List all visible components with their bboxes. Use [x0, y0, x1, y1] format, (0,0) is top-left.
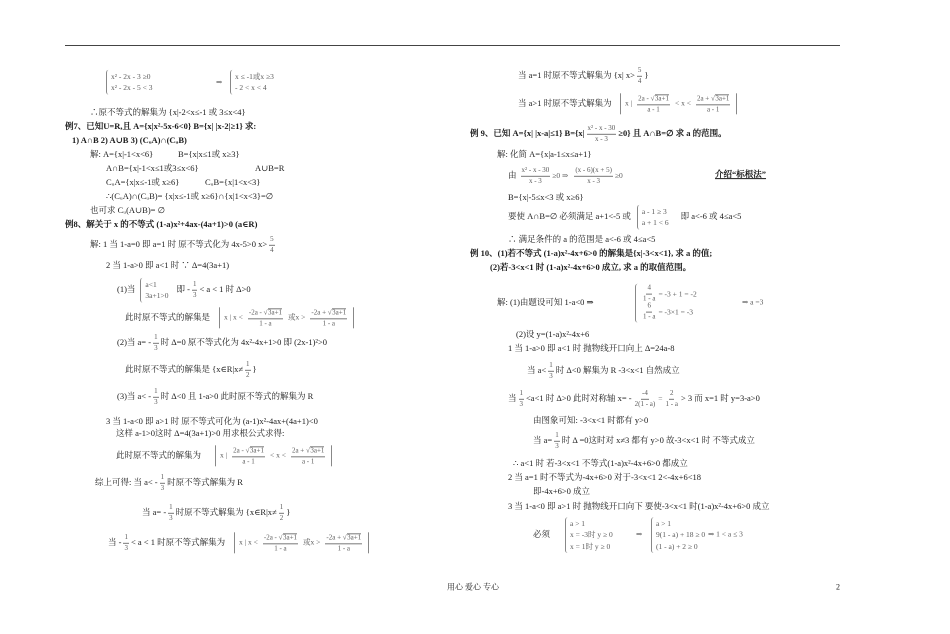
- numerator: x² - x - 30: [521, 167, 551, 177]
- case-text: 解: 1 当 1-a=0 即 a=1 时 原不等式化为 4x-5>0 x>: [90, 239, 268, 250]
- case-3-note: 这样 a-1>0这时 Δ=4(3a+1)>0 用求根公式求得:: [116, 428, 285, 439]
- system-row: a + 1 < 6: [641, 218, 669, 227]
- example-10-title-1: 例 10、(1)若不等式 (1-a)x²-4x+6>0 的解集是{x|-3<x<1}, 求 a 的值;: [470, 248, 713, 259]
- title-part: ≥0} 且 A∩B=∅ 求 a 的范围。: [618, 128, 727, 139]
- denominator: 1 - a: [274, 544, 287, 552]
- denominator: 2: [279, 513, 284, 522]
- set-b: B={x|x≤1或 x≥3}: [178, 149, 240, 160]
- numerator: [325, 533, 362, 544]
- denominator: a - 1: [242, 457, 255, 465]
- summary-line-2: [142, 504, 290, 522]
- step-lead: 要使 A∩B=∅ 必须满足 a+1<-5 或: [508, 211, 631, 222]
- case-tail: 时 Δ<0 且 1-a>0 此时原不等式的解集为 R: [160, 391, 314, 402]
- system-row: [640, 285, 697, 303]
- system-brace: [106, 70, 152, 95]
- numerator-term: -2a + √: [311, 308, 332, 317]
- set-close: }: [644, 70, 649, 81]
- fraction: [642, 285, 656, 303]
- numerator-term: 2a + √: [291, 446, 310, 455]
- case-lead: (2)当 a= -: [117, 337, 152, 348]
- denominator: 1 - a: [665, 399, 678, 408]
- complement-b: CᵤB={x|1<x<3}: [205, 177, 261, 188]
- alternative-method: 也可求 Cᵤ(A∪B)= ∅: [90, 205, 165, 216]
- set-union: A∪B=R: [255, 163, 285, 174]
- denominator: 1 - a: [643, 294, 656, 303]
- system-row: a<1: [145, 279, 157, 289]
- numerator: 1: [153, 388, 159, 398]
- solution-conclusion: ∴原不等式的解集为 {x|-2<x≤-1 或 3≤x<4}: [90, 107, 246, 118]
- denominator: 1 - a: [643, 312, 656, 321]
- example-9-step-3: B={x|-5≤x<3 或 x≥6}: [508, 192, 584, 203]
- numerator: [232, 446, 265, 457]
- complement-a: CᵤA={x|x≤-1或 x≥6}: [106, 177, 180, 188]
- case-2-2-line: [117, 334, 327, 352]
- summary-5-solution-set: [618, 93, 739, 114]
- system-brace: [635, 284, 697, 323]
- step-lead: 由: [508, 170, 517, 181]
- case-tail: 时 Δ<0 解集为 R -3<x<1 自然成立: [555, 365, 680, 376]
- set-open: x |: [625, 98, 633, 108]
- example-10-case-2-result: 即-4x+6>0 成立: [533, 486, 591, 497]
- numerator-term: -2a - √: [248, 308, 268, 317]
- case-1-line: [90, 236, 277, 254]
- case-lead: 当 a<: [527, 365, 547, 376]
- system-row: x = 1时 y ≥ 0: [570, 541, 611, 551]
- case-2-3-line: [117, 388, 313, 406]
- denominator: a - 1: [647, 105, 660, 113]
- step-tail: 即 a<-6 或 4≤a<5: [680, 211, 742, 222]
- fraction: [310, 308, 347, 327]
- example-10-case-3-result: ⇒ 1 < a ≤ 3: [708, 529, 743, 539]
- solution-set: [219, 307, 354, 328]
- denominator: 1 - a: [259, 319, 272, 327]
- numerator: 1: [519, 390, 525, 400]
- fraction: [519, 390, 525, 408]
- example-10-case-1: 1 当 1-a>0 即 a<1 时 抛物线开口向上 Δ=24a-8: [508, 343, 675, 354]
- case-lead: (3)当 a< -: [117, 391, 152, 402]
- fraction: [232, 446, 265, 465]
- numerator: x² - x - 30: [587, 125, 617, 135]
- system-row: - 2 < x < 4: [235, 83, 267, 92]
- numerator: 4: [646, 285, 652, 295]
- radicand: 3a+1: [267, 308, 283, 317]
- example-10-title-2: (2)若-3<x<1 时 (1-a)x²-4x+6>0 成立, 求 a 的取值范围。: [490, 262, 692, 273]
- numerator: 1: [548, 362, 554, 372]
- fraction: [554, 432, 560, 450]
- numerator: 5: [269, 236, 275, 246]
- summary-line-3: [108, 534, 225, 552]
- example-10-case-1a: [527, 362, 680, 380]
- summary-line-5-lead: 当 a>1 时原不等式解集为: [518, 98, 612, 109]
- system-row: (1 - a) + 2 ≥ 0: [656, 541, 698, 551]
- fraction: [637, 67, 643, 85]
- system-brace: [140, 278, 168, 303]
- system-brace: [230, 70, 274, 95]
- set-or: 或x >: [303, 537, 321, 547]
- summary-tail: < a < 1 时原不等式解集为: [130, 537, 226, 548]
- numerator: (x - 6)(x + 5): [574, 167, 613, 177]
- denominator: 2(1 - a): [634, 399, 656, 408]
- system-row: a > 1: [656, 519, 672, 529]
- case-tail: 时 Δ=0 原不等式化为 4x²-4x+1>0 即 (2x-1)²>0: [160, 337, 327, 348]
- set-mid: < x <: [269, 450, 286, 460]
- numerator: 1: [192, 281, 198, 291]
- numerator: 1: [554, 432, 560, 442]
- set-mid: < x <: [674, 98, 691, 108]
- implies-arrow: ⇒: [636, 529, 643, 539]
- fraction: [263, 533, 298, 552]
- example-7-parts: 1) A∩B 2) A∪B 3) (CᵤA)∩(CᵤB): [72, 135, 187, 146]
- numerator-term: 2a + √: [696, 94, 715, 103]
- title-part: 例 9、已知 A={x| |x-a|≤1} B={x|: [470, 128, 585, 139]
- numerator: [291, 446, 325, 457]
- fraction: [696, 94, 730, 113]
- fraction: [245, 361, 251, 379]
- fraction: [548, 362, 554, 380]
- numerator: 1: [279, 504, 285, 514]
- example-10-part-1-system: [632, 284, 700, 323]
- numerator: 1: [160, 474, 166, 484]
- fraction: [637, 94, 670, 113]
- denominator: 1 - a: [337, 544, 351, 552]
- denominator: x - 3: [528, 176, 542, 185]
- numerator: -4: [641, 390, 649, 400]
- fraction: [664, 390, 678, 408]
- numerator-term: 2a - √: [233, 446, 250, 455]
- case-mid: 即 -: [176, 284, 190, 295]
- system-row: [640, 303, 697, 321]
- example-10-case-3-system-2: [648, 517, 708, 553]
- case-lead: (1)当: [117, 284, 136, 295]
- page-number: 2: [836, 582, 840, 592]
- example-9-conclusion: ∴ 满足条件的 a 的范围是 a<-6 或 4≤a<5: [508, 234, 656, 245]
- radicand: 3a+1: [249, 446, 264, 455]
- system-row: a - 1 ≥ 3: [641, 206, 667, 216]
- case-lead: 此时原不等式的解集是 {x∈R|x≠: [125, 364, 244, 375]
- fraction: [587, 125, 617, 143]
- numerator: [696, 94, 730, 105]
- fraction: [279, 504, 285, 522]
- case-tail: > 3 而 x=1 时 y=3-a>0: [680, 393, 760, 404]
- numerator-term: -2a + √: [326, 533, 347, 542]
- solution-set: [234, 532, 369, 553]
- fraction: [642, 303, 656, 321]
- case-3-solution-set: [213, 445, 334, 466]
- denominator: 3: [154, 343, 158, 352]
- system-brace: [637, 205, 669, 230]
- example-10-case-3: 3 当 1-a<0 即 a>1 时 抛物线开口向下 要使-3<x<1 时(1-a)x²-4x+6>0 成立: [508, 501, 770, 512]
- radicand: 3a+1: [282, 533, 298, 542]
- example-10-case-2: 2 当 a=1 时不等式为-4x+6>0 对于-3<x<1 2<-4x+6<18: [508, 472, 701, 483]
- denominator: 4: [637, 76, 642, 85]
- equals-sign: =: [658, 393, 663, 403]
- example-10-case-1c: 由图象可知: -3<x<1 时都有 y>0: [533, 415, 649, 426]
- denominator: 3: [555, 441, 559, 450]
- system-row: x = -3时 y ≥ 0: [570, 530, 613, 540]
- denominator: 3: [154, 397, 158, 406]
- system-row: 9(1 - a) + 18 ≥ 0: [656, 530, 706, 540]
- radicand: 3a+1: [347, 533, 362, 542]
- case-2-1-solution-set: [217, 307, 356, 328]
- case-2-line: 2 当 1-a>0 即 a<1 时 ∵ Δ=4(3a+1): [106, 260, 230, 271]
- case-lead: 当: [508, 393, 517, 404]
- example-10-part-2-setup: (2)设 y=(1-a)x²-4x+6: [516, 329, 590, 340]
- numerator: 5: [637, 67, 643, 77]
- numerator: 1: [153, 334, 159, 344]
- denominator: x - 3: [587, 176, 601, 185]
- fraction: [168, 504, 174, 522]
- example-9-title: [470, 125, 727, 143]
- set-close: }: [252, 364, 257, 375]
- numerator: [637, 94, 670, 105]
- set-open: x |: [220, 450, 228, 460]
- case-3-line: 3 当 1-a<0 即 a>1 时 原不等式可化为 (a-1)x²-4ax+(4a+1)<0: [106, 416, 318, 427]
- system-row: x² - 2x - 3 ≥0: [111, 71, 151, 81]
- fraction: [574, 167, 613, 185]
- row-text: = -3 + 1 = -2: [658, 289, 697, 299]
- example-10-part-1-result: ⇒ a =3: [742, 297, 764, 307]
- summary-3-solution-set: [232, 532, 371, 553]
- fraction: [634, 390, 657, 408]
- inequality-system-1: [103, 70, 155, 95]
- fraction: [248, 308, 283, 327]
- numerator: 1: [168, 504, 174, 514]
- complement-intersection: ∴(CᵤA)∩(CᵤB)= {x|x≤-1或 x≥6}∩{x|1<x<3}=∅: [106, 191, 274, 202]
- denominator: 3: [124, 543, 128, 552]
- fraction: [269, 236, 275, 254]
- summary-line-4: [518, 67, 649, 85]
- fraction: [325, 533, 362, 552]
- example-10-case-1b: [508, 390, 760, 408]
- summary-line-1: [95, 474, 243, 492]
- set-a: 解: A={x|-1<x<6}: [90, 149, 154, 160]
- radicand: 3a+1: [654, 94, 669, 103]
- case-3-set-lead: 此时原不等式的解集为: [116, 450, 202, 461]
- fraction: [160, 474, 166, 492]
- system-row: x ≤ -1或x ≥3: [235, 71, 274, 81]
- radicand: 3a+1: [332, 308, 347, 317]
- example-9-step-2: [508, 167, 623, 185]
- footer-motto: 用心 爱心 专心: [447, 582, 499, 592]
- set-or: 或x >: [288, 312, 306, 322]
- denominator: 3: [169, 513, 173, 522]
- summary-tail: 时原不等式解集为 R: [167, 477, 243, 488]
- numerator: 1: [123, 534, 129, 544]
- summary-lead: 当 a= -: [142, 507, 167, 518]
- summary-tail: 时原不等式解集为 {x∈R|x≠: [175, 507, 277, 518]
- header-rule: [65, 45, 840, 46]
- case-tail: < a < 1 时 Δ>0: [199, 284, 251, 295]
- example-10-part-1-lead: 解: (1)由题设可知 1-a<0 ⇒: [497, 297, 594, 308]
- denominator: 1 - a: [322, 319, 336, 327]
- summary-lead: 当 -: [108, 537, 122, 548]
- inequality-system-2: [227, 70, 277, 95]
- denominator: x - 3: [594, 134, 608, 143]
- numerator: 1: [245, 361, 251, 371]
- solution-set: [620, 93, 737, 114]
- denominator: 2: [246, 370, 250, 379]
- example-9-step-1: 解: 化简 A={x|a-1≤x≤a+1}: [497, 149, 592, 160]
- summary-lead: 当 a=1 时原不等式解集为 {x| x>: [518, 70, 635, 81]
- fraction: [153, 334, 159, 352]
- denominator: 4: [270, 245, 274, 254]
- system-row: a > 1: [570, 519, 586, 529]
- fraction: [123, 534, 129, 552]
- example-8-title: 例8、解关于 x 的不等式 (1-a)x²+4ax-(4a+1)>0 (a∈R): [65, 219, 258, 230]
- system-brace: [565, 517, 613, 553]
- fraction: [291, 446, 325, 465]
- case-mid: <a<1 时 Δ>0 此时对称轴 x= -: [526, 393, 632, 404]
- radicand: 3a+1: [715, 94, 730, 103]
- denominator: a - 1: [706, 105, 720, 113]
- example-10-case-3-lead: 必须: [533, 529, 551, 540]
- case-2-1-set-lead: 此时原不等式的解集是: [125, 312, 211, 323]
- denominator: 3: [192, 290, 197, 299]
- denominator: 3: [549, 371, 553, 380]
- system-row: 3a+1>0: [145, 291, 169, 300]
- fraction: [192, 281, 198, 299]
- system-row: x² - 2x - 5 < 3: [111, 83, 153, 92]
- example-9-step-4: [508, 205, 741, 230]
- fraction: [153, 388, 159, 406]
- numerator-term: 2a - √: [638, 94, 655, 103]
- case-tail: 时 Δ =0这时对 x≠3 都有 y>0 故-3<x<1 时 不等式成立: [561, 435, 755, 446]
- summary-lead: 综上可得: 当 a< -: [95, 477, 158, 488]
- numerator: [263, 533, 298, 544]
- denominator: 3: [160, 483, 165, 492]
- numerator: 2: [669, 390, 675, 400]
- example-10-case-1d: [533, 432, 755, 450]
- example-7-title: 例7、已知U=R,且 A={x|x²-5x-6<0} B={x| |x-2|≥1} 求:: [65, 121, 257, 132]
- numerator-term: -2a - √: [263, 533, 283, 542]
- numerator: [248, 308, 283, 319]
- implies-arrow: ⇒: [216, 77, 223, 87]
- denominator: 3: [519, 399, 524, 408]
- fraction: [521, 167, 551, 185]
- denominator: a - 1: [301, 457, 315, 465]
- step-tail: ≥0: [614, 170, 623, 180]
- set-open: x | x <: [239, 537, 258, 547]
- case-lead: 当 a=: [533, 435, 553, 446]
- numerator: [310, 308, 347, 319]
- numerator: 6: [646, 303, 652, 313]
- case-2-1-line: [117, 278, 251, 303]
- set-close: }: [286, 507, 291, 518]
- radicand: 3a+1: [310, 446, 325, 455]
- set-open: x | x <: [224, 312, 243, 322]
- case-2-2-set-line: [125, 361, 257, 379]
- system-brace: [651, 517, 705, 553]
- example-10-case-1-conclusion: ∴ a<1 时 若-3<x<1 不等式(1-a)x²-4x+6>0 都成立: [513, 458, 688, 469]
- row-text: = -3×1 = -3: [658, 307, 694, 317]
- solution-set: [215, 445, 332, 466]
- method-note: 介绍“标根法”: [715, 169, 767, 180]
- example-10-case-3-system-1: [562, 517, 616, 553]
- set-intersection: A∩B={x|-1<x≤1或3≤x<6}: [106, 163, 199, 174]
- step-mid: ≥0 ⇒: [552, 170, 569, 180]
